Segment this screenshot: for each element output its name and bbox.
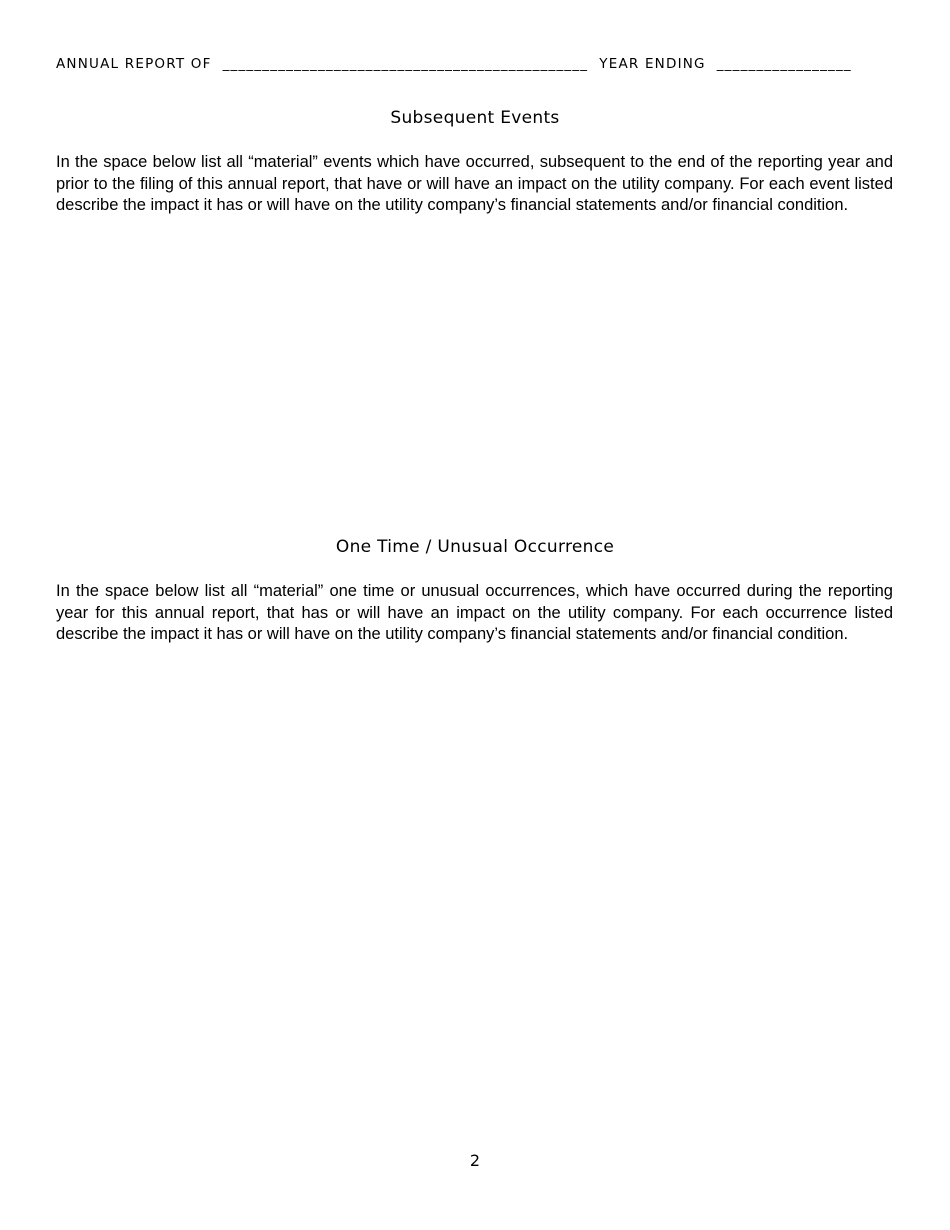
- unusual-occurrence-answer-space: [56, 680, 893, 1130]
- year-ending-label: YEAR ENDING: [599, 56, 712, 72]
- report-header: [56, 56, 896, 72]
- unusual-occurrence-title: One Time / Unusual Occurrence: [335, 537, 615, 557]
- subsequent-events-answer-space: [56, 250, 893, 520]
- annual-report-of-label: ANNUAL REPORT OF: [56, 56, 218, 72]
- subsequent-events-title: Subsequent Events: [390, 108, 560, 128]
- page-number: 2: [469, 1151, 481, 1170]
- year-ending-blank: _________________: [716, 56, 852, 72]
- subsequent-events-instructions: In the space below list all “material” events which have occurred, subsequent to the end of the reporting year and prior to the filing of this annual report, that have or will have an impact on the utility company. For each event listed describe the impact it has or will have on the utility company’s financial statements and/or financial condition.: [56, 153, 893, 214]
- company-name-blank: ______________________________________________: [222, 56, 594, 72]
- unusual-occurrence-instructions: In the space below list all “material” one time or unusual occurrences, which have occurred during the reporting year for this annual report, that has or will have an impact on the utility company. For each occurrence listed describe the impact it has or will have on the utility company’s financial statements and/or financial condition.: [56, 582, 893, 643]
